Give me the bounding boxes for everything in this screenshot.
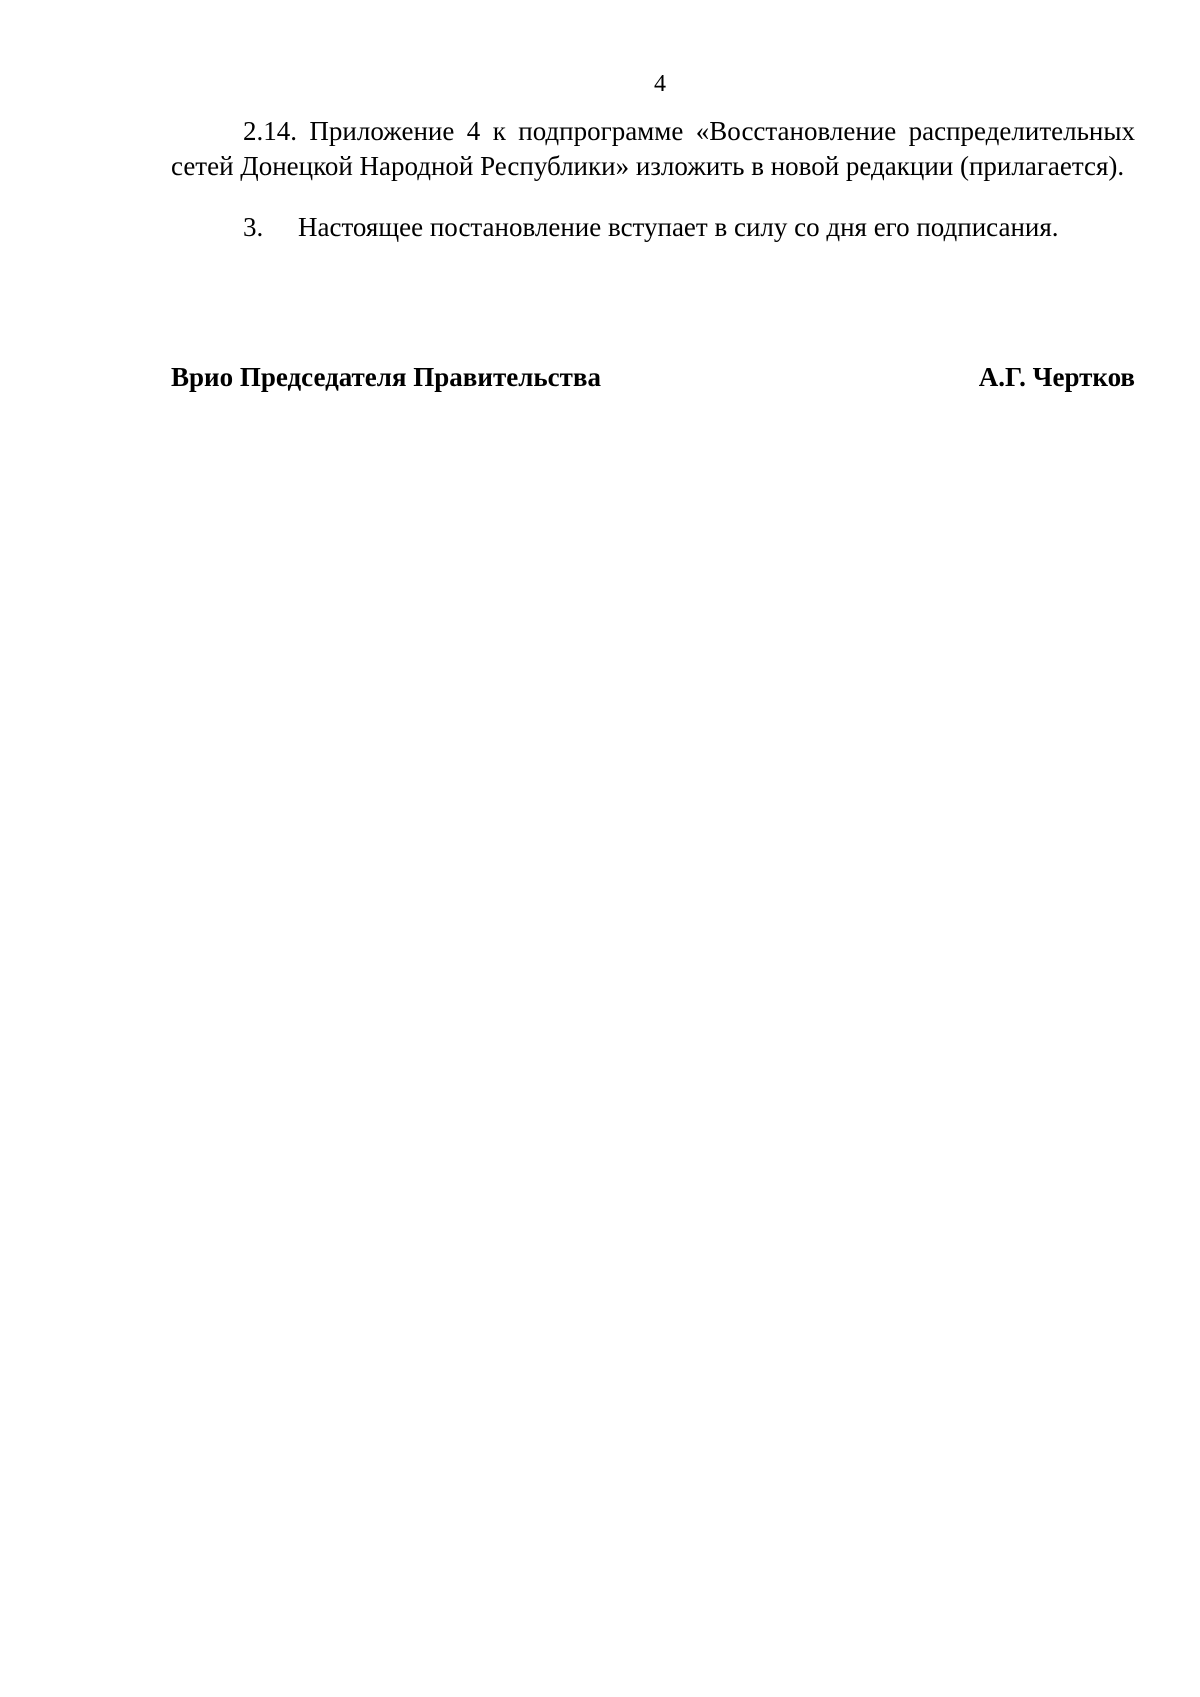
paragraph-2-14: 2.14. Приложение 4 к подпрограмме «Восстановление распределительных сетей Донецкой Народной Республики» изложить в новой редакции (прилагается). <box>171 116 1135 181</box>
paragraph-3-text: Настоящее постановление вступает в силу со дня его подписания. <box>298 212 1059 242</box>
document-body <box>171 114 1135 245</box>
paragraph-3-number: 3. <box>243 212 264 242</box>
signatory-position: Врио Председателя Правительства <box>171 362 601 392</box>
page-number: 4 <box>654 71 666 97</box>
paragraph-3 <box>171 210 1135 245</box>
signature-block <box>171 360 1135 395</box>
signatory-name: А.Г. Чертков <box>978 362 1135 392</box>
